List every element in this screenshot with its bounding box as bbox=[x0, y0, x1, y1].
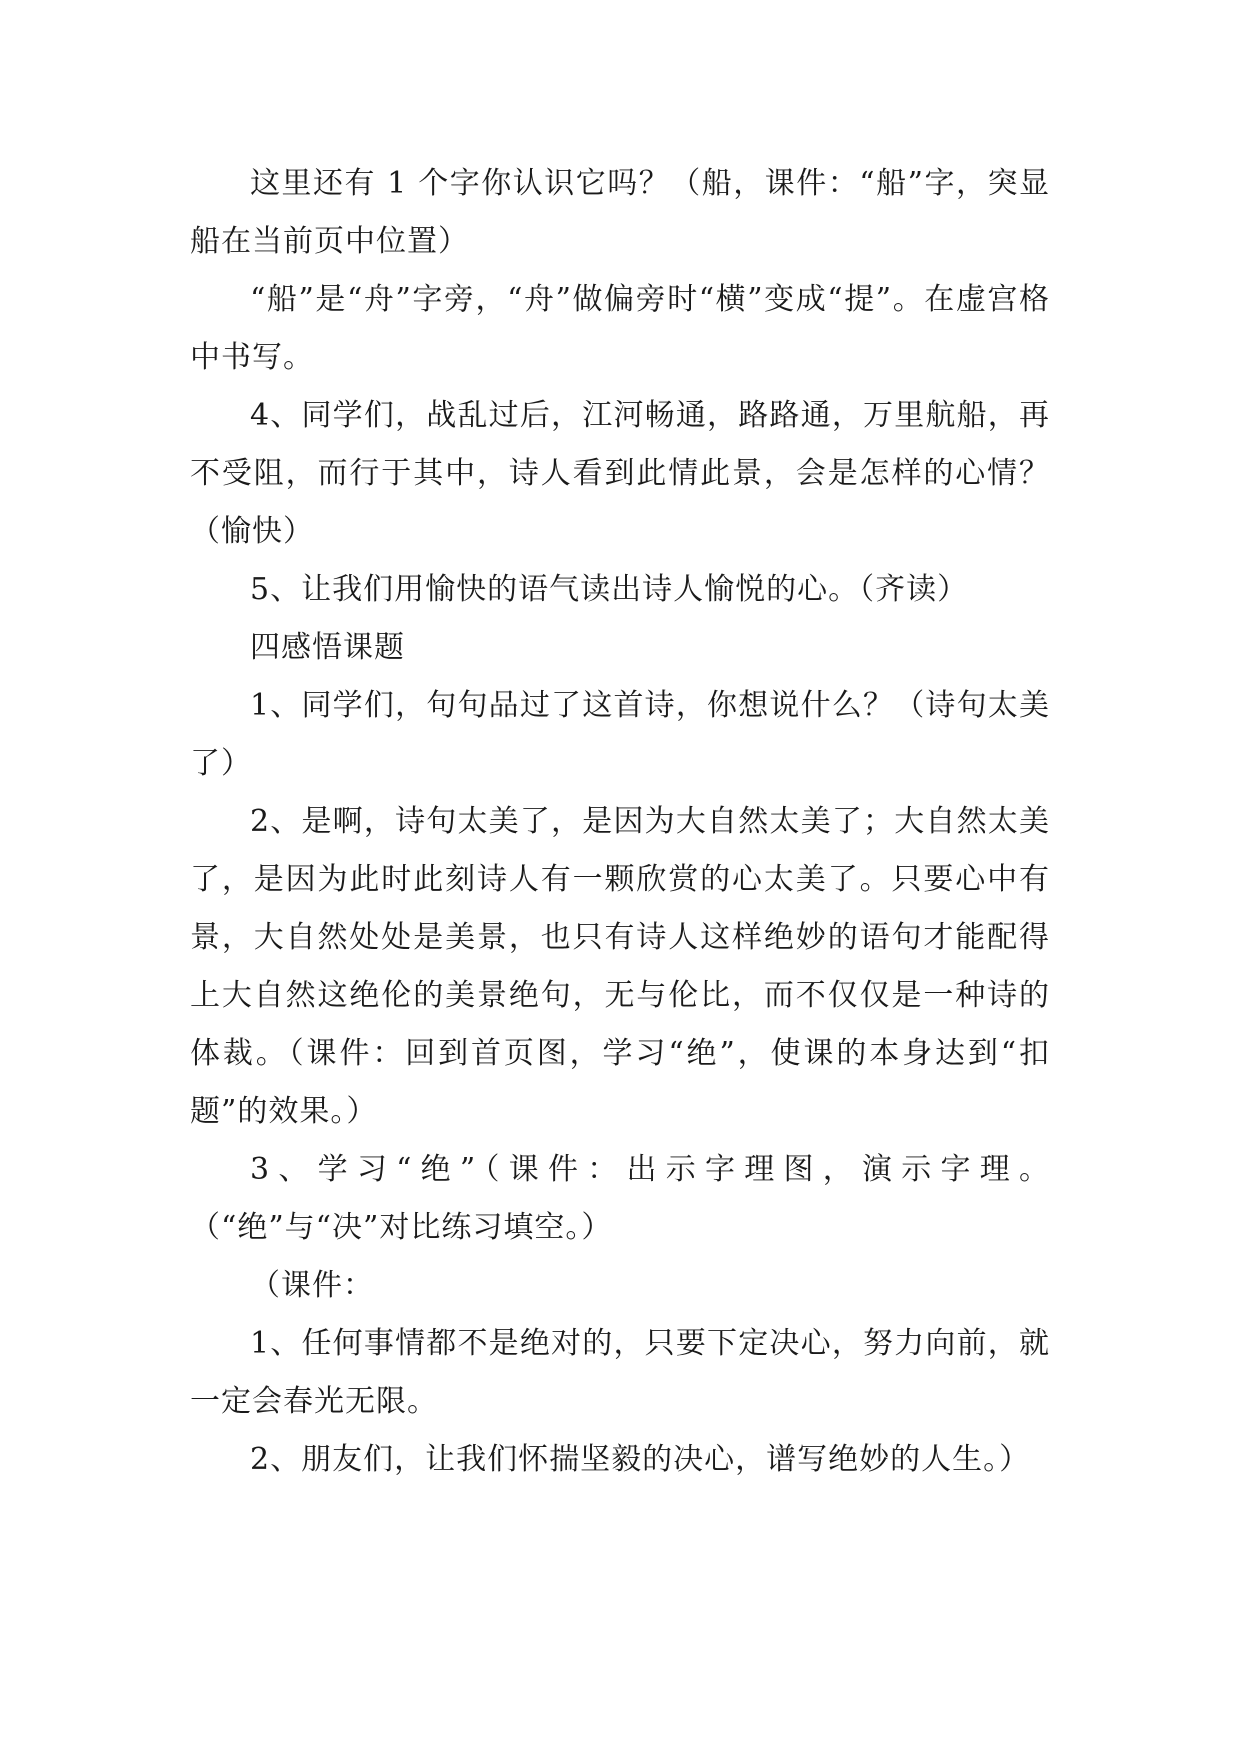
section-heading: 四感悟课题 bbox=[250, 630, 405, 665]
document-body bbox=[190, 155, 1050, 1489]
paragraph: 2、朋友们，让我们怀揣坚毅的决心，谱写绝妙的人生。） bbox=[250, 1442, 1031, 1477]
paragraph: “船”是“舟”字旁，“舟”做偏旁时“横”变成“提”。在虚宫格中书写。 bbox=[190, 282, 1050, 375]
paragraph: 3、学习“绝”（课件：出示字理图，演示字理。（“绝”与“决”对比练习填空。） bbox=[190, 1152, 1050, 1245]
paragraph: 1、任何事情都不是绝对的，只要下定决心，努力向前，就一定会春光无限。 bbox=[190, 1326, 1050, 1419]
paragraph: （课件： bbox=[250, 1268, 374, 1303]
paragraph: 1、同学们，句句品过了这首诗，你想说什么？（诗句太美了） bbox=[190, 688, 1050, 781]
paragraph: 这里还有 1 个字你认识它吗？（船，课件：“船”字，突显船在当前页中位置） bbox=[190, 166, 1050, 259]
paragraph: 4、同学们，战乱过后，江河畅通，路路通，万里航船，再不受阻，而行于其中，诗人看到此情此景，会是怎样的心情？（愉快） bbox=[190, 398, 1050, 549]
paragraph: 2、是啊，诗句太美了，是因为大自然太美了；大自然太美了，是因为此时此刻诗人有一颗欣赏的心太美了。只要心中有景，大自然处处是美景，也只有诗人这样绝妙的语句才能配得上大自然这绝伦的美景绝句，无与伦比，而不仅仅是一种诗的体裁。（课件：回到首页图，学习“绝”，使课的本身达到“扣题”的效果。） bbox=[190, 804, 1050, 1129]
paragraph: 5、让我们用愉快的语气读出诗人愉悦的心。（齐读） bbox=[250, 572, 969, 607]
